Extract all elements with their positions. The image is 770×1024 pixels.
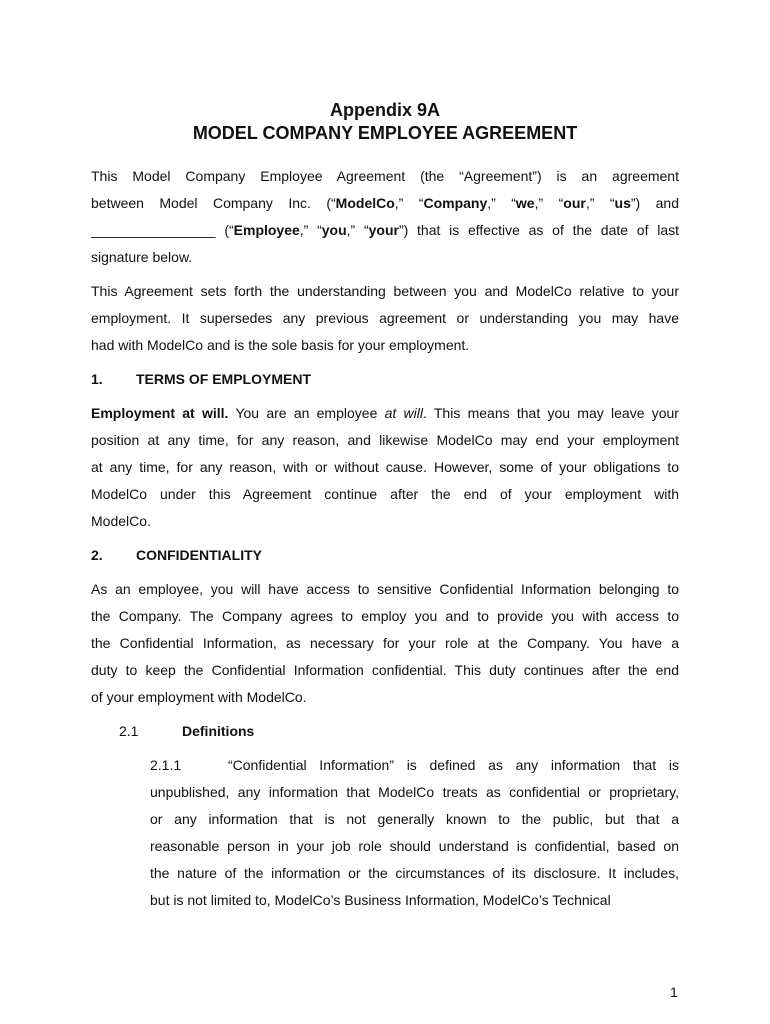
line-text: [91, 217, 679, 244]
line-text: [150, 887, 679, 914]
text-line: [91, 684, 679, 711]
paragraph: [91, 576, 679, 711]
line-text: [91, 481, 679, 508]
text-line: [91, 576, 679, 603]
text-run: ,” “: [394, 195, 424, 211]
text-line: [91, 508, 679, 535]
text-run: ModelCo.: [91, 513, 151, 529]
line-text: [150, 833, 679, 860]
line-text: [91, 305, 679, 332]
text-run: ,” “: [534, 195, 564, 211]
text-run: CONFIDENTIALITY: [136, 547, 262, 563]
text-run: our: [563, 195, 586, 211]
line-text: [91, 278, 679, 305]
line-text: [91, 427, 679, 454]
line-text: [91, 630, 679, 657]
text-run: ModelCo: [335, 195, 395, 211]
line-text: [91, 657, 679, 684]
text-line: [91, 400, 679, 427]
section-number: 2.: [91, 547, 103, 563]
text-run: at will: [384, 405, 423, 421]
line-text: [91, 332, 679, 359]
line-text: [91, 454, 679, 481]
text-run: Employee: [233, 222, 300, 238]
text-line: [91, 630, 679, 657]
text-run: ”) and: [630, 195, 679, 211]
text-line: [91, 366, 679, 393]
section-number: 1.: [91, 371, 103, 387]
text-line: [150, 860, 679, 887]
line-text: [150, 806, 679, 833]
text-run: your: [368, 222, 399, 238]
text-run: position at any time, for any reason, and likewise ModelCo may end your employment: [91, 432, 679, 448]
text-run: the nature of the information or the circumstances of its disclosure. It includes,: [150, 865, 679, 881]
text-run: the Confidential Information, as necessary for your role at the Company. You have a: [91, 635, 679, 651]
text-run: This Agreement sets forth the understanding between you and ModelCo relative to your: [91, 283, 679, 299]
text-line: [91, 305, 679, 332]
text-line: [91, 217, 679, 244]
text-run: ModelCo under this Agreement continue after the end of your employment with: [91, 486, 679, 502]
text-run: Definitions: [182, 723, 255, 739]
text-run: reasonable person in your job role should understand is confidential, based on: [150, 838, 679, 854]
text-run: we: [515, 195, 535, 211]
line-text: [91, 190, 679, 217]
text-run: ,” “: [487, 195, 516, 211]
text-run: but is not limited to, ModelCo’s Business Information, ModelCo’s Technical: [150, 892, 611, 908]
line-text: [136, 542, 679, 569]
section-heading: [91, 718, 679, 745]
text-run: ”) that is effective as of the date of last: [398, 222, 679, 238]
text-run: “Confidential Information” is defined as any information that is: [228, 757, 679, 773]
line-text: [91, 684, 679, 711]
clause: [91, 752, 679, 914]
text-run: duty to keep the Confidential Information confidential. This duty continues after the end: [91, 662, 679, 678]
text-run: ,” “: [299, 222, 322, 238]
text-run: Company: [423, 195, 488, 211]
line-text: [91, 400, 679, 427]
line-text: [150, 860, 679, 887]
section-heading: [91, 366, 679, 393]
text-run: You are an employee: [228, 405, 385, 421]
text-run: you: [321, 222, 347, 238]
line-text: [182, 718, 679, 745]
text-run: unpublished, any information that ModelCo treats as confidential or proprietary,: [150, 784, 679, 800]
text-run: . This means that you may leave your: [422, 405, 679, 421]
line-text: [136, 366, 679, 393]
text-line: [150, 752, 679, 779]
text-line: [91, 190, 679, 217]
text-run: ________________ (“: [91, 222, 234, 238]
text-run: the Company. The Company agrees to employ you and to provide you with access to: [91, 608, 679, 624]
paragraph: [91, 400, 679, 535]
document-body: [91, 163, 679, 921]
text-line: [91, 163, 679, 190]
paragraph: [91, 163, 679, 271]
text-run: us: [614, 195, 631, 211]
text-line: [150, 833, 679, 860]
text-run: Employment at will.: [91, 405, 229, 421]
text-run: TERMS OF EMPLOYMENT: [136, 371, 311, 387]
text-run: or any information that is not generally known to the public, but that a: [150, 811, 679, 827]
text-line: [91, 332, 679, 359]
text-run: As an employee, you will have access to sensitive Confidential Information belonging to: [91, 581, 679, 597]
section-number: 2.1: [119, 723, 139, 739]
text-line: [150, 779, 679, 806]
line-text: [91, 603, 679, 630]
text-line: [150, 806, 679, 833]
text-run: ,” “: [346, 222, 369, 238]
text-line: [91, 427, 679, 454]
text-run: This Model Company Employee Agreement (the “Agreement”) is an agreement: [91, 168, 679, 184]
section-number: 2.1.1: [150, 757, 182, 773]
text-line: [91, 542, 679, 569]
text-run: employment. It supersedes any previous agreement or understanding you may have: [91, 310, 679, 326]
text-run: between Model Company Inc. (“: [91, 195, 336, 211]
paragraph: [91, 278, 679, 359]
page-number: 1: [670, 984, 678, 1000]
text-line: [91, 278, 679, 305]
section-heading: [91, 542, 679, 569]
text-line: [150, 887, 679, 914]
text-line: [91, 454, 679, 481]
text-line: [91, 603, 679, 630]
line-text: [150, 779, 679, 806]
text-line: [91, 657, 679, 684]
agreement-title: MODEL COMPANY EMPLOYEE AGREEMENT: [192, 123, 578, 143]
text-run: ,” “: [585, 195, 615, 211]
line-text: [228, 752, 679, 779]
line-text: [91, 163, 679, 190]
line-text: [91, 244, 679, 271]
text-line: [91, 244, 679, 271]
text-run: at any time, for any reason, with or without cause. However, some of your obligations to: [91, 459, 679, 475]
line-text: [91, 576, 679, 603]
text-line: [119, 718, 679, 745]
appendix-title: Appendix 9A: [329, 100, 440, 120]
line-text: [91, 508, 679, 535]
text-line: [91, 481, 679, 508]
text-run: of your employment with ModelCo.: [91, 689, 307, 705]
text-run: had with ModelCo and is the sole basis for your employment.: [91, 337, 470, 353]
text-run: signature below.: [91, 249, 193, 265]
